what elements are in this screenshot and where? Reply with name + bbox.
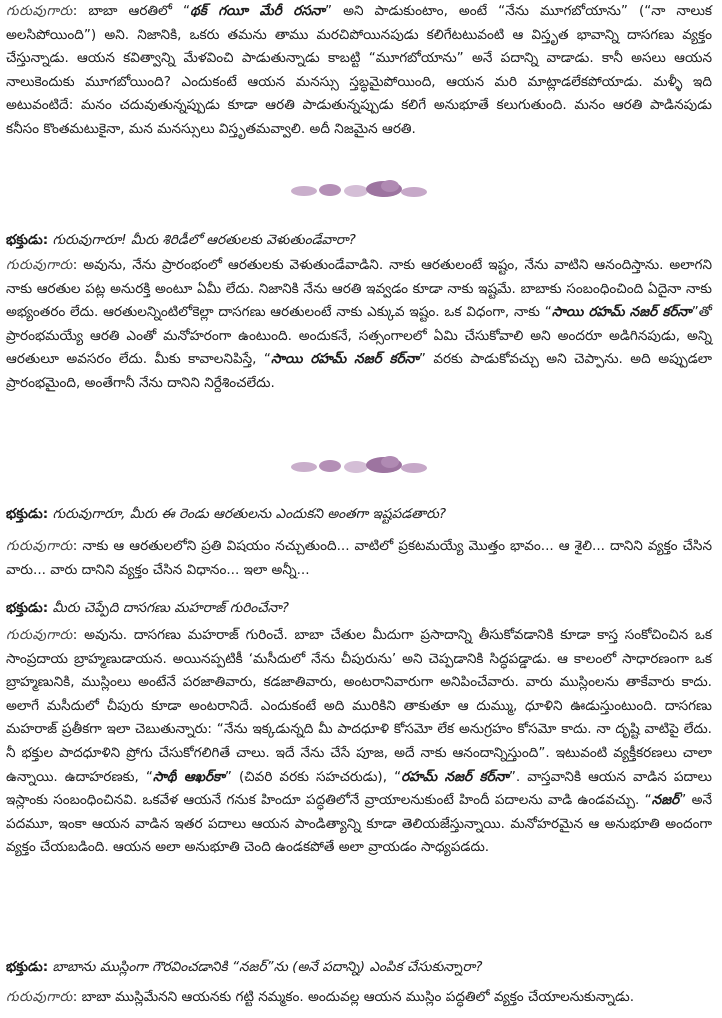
answer-paragraph-1: గురువుగారు: బాబా ఆరతిలో “థక్ గయీ మేరీ రసనా” అని పాడుకుంటాం, అంటే “నేను మూగబోయాను” (“నా నాలుక అలసిపోయింది”) అని. నిజానికి, ఒకరు తమను తాము మరచిపోయినపుడు కలిగేటటువంటి ఆ విస్తృత భావాన్ని దాసగణు వ్యక్తం చేస్తున్నాడు. ఆయన కవిత్వాన్ని మేళవించి పాడుతున్నాడు కాబట్టి “మూగబోయాను” అనే పదాన్ని వాడాడు. కానీ అసలు ఆయన నాలుకెందుకు మూగబోయింది? ఎందుకంటే ఆయన మనస్సు స్తబ్ధమైపోయింది, ఆయన మరి మాట్లాడలేకపోయాడు. మళ్ళీ ఇది అటువంటిదే: మనం చదువుతున్నప్పుడు కూడా ఆరతి పాడుతున్నప్పుడు కలిగే అనుభూతే కలుగుతుంది. మనం ఆరతి పాడినపుడు కనీసం కొంతమటుకైనా, మన మనస్సులు విస్తృతమవ్వాలి. అదీ నిజమైన ఆరతి. [6, 3, 712, 137]
answer-paragraph-2: గురువుగారు: అవును, నేను ప్రారంభంలో ఆరతులకు వెళుతుండేవాడిని. నాకు ఆరతులంటే ఇష్టం, నేను వాటిని ఆనందిస్తాను. అలాగని నాకు ఆరతుల పట్ల అనురక్తి అంటూ ఏమీ లేదు. నిజానికి నేను ఆరతి ఇవ్వడం కూడా నాకు ఇష్టమే. బాబాకు సంబంధించింది ఏదైనా నాకు అభ్యంతరం లేదు. ఆరతులన్నింటిలోకెల్లా దాసగణు ఆరతులంటే నాకు ఎక్కువ ఇష్టం. ఒక విధంగా, నాకు “సాయి రహమ్ నజర్ కర్‌నా”తో ప్రారంభమయ్యే ఆరతి ఎంతో మనోహరంగా ఉంటుంది. అందుకనే, సత్సంగాలలో ఏమి చేసుకోవాలి అని అందరూ అడిగినపుడు, అన్ని ఆరతులూ అవసరం లేదు. మీకు కావాలనిపిస్తే, “సాయి రహమ్ నజర్ కర్‌నా” వరకు పాడుకోవచ్చు అని చెప్పాను. అది అప్పుడలా ప్రారంభమైంది, అంతేగానీ నేను దానిని నిర్దేశించలేదు. [6, 257, 712, 391]
flower-petals-divider [286, 174, 436, 200]
question-2: భక్తుడు: గురువుగారూ, మీరు ఈ రెండు ఆరతులను ఎందుకని అంతగా ఇష్టపడతారు? [6, 506, 447, 522]
question-4: భక్తుడు: బాబాను ముస్లింగా గౌరవించడానికి “నజర్”ను (అనే పదాన్ని) ఎంపిక చేసుకున్నారా? [6, 959, 483, 975]
flower-petals-divider [286, 450, 436, 476]
answer-paragraph-3: గురువుగారు: నాకు ఆ ఆరతులలోని ప్రతి విషయం నచ్చుతుంది... వాటిలో ప్రకటమయ్యే మొత్తం భావం... ఆ శైలి... దానిని వ్యక్తం చేసిన వారు... వారు దానిని వ్యక్తం చేసిన విధానం... ఇలా అన్నీ... [6, 538, 712, 578]
answer-paragraph-4: గురువుగారు: అవును. దాసగణు మహరాజ్ గురించే. బాబా చేతుల మీదుగా ప్రసాదాన్ని తీసుకోవడానికి కూడా కాస్త సంకోచించిన ఒక సాంప్రదాయ బ్రాహ్మణుడాయన. అయినప్పటికీ ‘మసీదులో నేను చీపురును’ అని చెప్పడానికి సిద్ధపడ్డాడు. ఆ కాలంలో సాధారణంగా ఒక బ్రాహ్మణునికి, ముస్లింలు అంటేనే పరజాతివారు, కడజాతివారు, అంటరానివారుగా అనిపించేవారు. వారు ముస్లింలను తాకేవారు కాదు. అలాగే మసీదులో చీపురు కూడా అంటరానిదే. ఎందుకంటే అది మురికిని తాకుతూ ఆ దుమ్ము, ధూళిని ఊడుస్తుంటుంది. దాసగణు మహరాజ్ ప్రతీకగా ఇలా చెబుతున్నారు: “నేను ఇక్కడున్నది మీ పాదధూళి కోసమో లేక అనుగ్రహం కోసమో కాదు. నా దృష్టి వాటిపై లేదు. నీ భక్తుల పాదధూళిని ప్రోగు చేసుకోగలిగితే చాలు. ఇదే నేను చేసే పూజ, అదే నాకు ఆనందాన్నిస్తుంది”. ఇటువంటి వ్యక్తీకరణలు చాలా ఉన్నాయి. ఉదాహరణకు, “సాథీ ఆఖర్‌కా” (చివరి వరకు సహచరుడు), “రహమ్ నజర్ కర్‌నా”. వాస్తవానికి ఆయన వాడిన పదాలు ఇస్లాంకు సంబంధించినవి. ఒకవేళ ఆయనే గనుక హిందూ పద్ధతిలోనే వ్రాయాలనుకుంటే హిందీ పదాలను వాడి ఉండవచ్చు. “నజర్” అనే పదమూ, ఇంకా ఆయన వాడిన ఇతర పదాలు ఆయన పాండిత్యాన్ని కూడా తెలియజేస్తున్నాయి. మనోహరమైన ఆ అనుభూతి అందంగా వ్యక్తం చేయబడింది. ఆయన అలా అనుభూతి చెంది ఉండకపోతే అలా వ్రాయడం సాధ్యపడదు. [6, 627, 712, 856]
speaker-guru: గురువుగారు [6, 3, 73, 19]
question-1: భక్తుడు: గురువుగారూ! మీరు శిరిడీలో ఆరతులకు వెళుతుండేవారా? [6, 232, 356, 248]
answer-paragraph-5: గురువుగారు: బాబా ముస్లిమేనని ఆయనకు గట్టి నమ్మకం. అందువల్ల ఆయన ముస్లిం పద్ధతిలో వ్యక్తం చేయాలనుకున్నాడు. [6, 989, 635, 1005]
speaker-bhakta: భక్తుడు: [6, 232, 49, 248]
question-3: భక్తుడు: మీరు చెప్పేది దాసగణు మహరాజ్ గురించేనా? [6, 600, 289, 616]
